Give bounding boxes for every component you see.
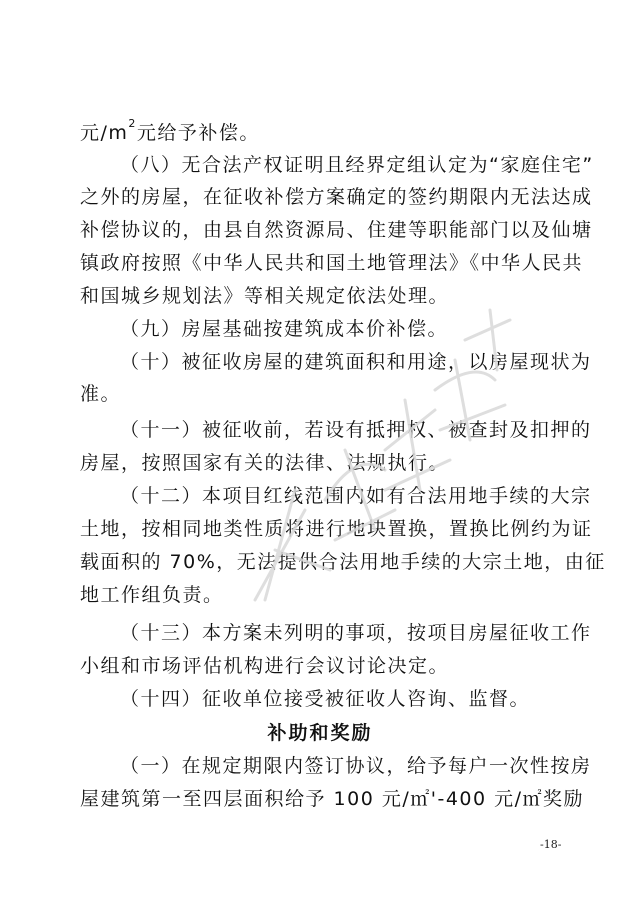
unit-suffix: 元给予补偿。 bbox=[136, 122, 260, 144]
page-number: -18- bbox=[540, 838, 562, 851]
paragraph-line: 房屋，按照国家有关的法律、法规执行。 bbox=[80, 452, 450, 474]
unit-superscript: 2 bbox=[128, 117, 137, 130]
paragraph-line: 之外的房屋，在征收补偿方案确定的签约期限内无法达成 bbox=[80, 186, 593, 208]
paragraph-line: 镇政府按照《中华人民共和国土地管理法》《中华人民共 bbox=[80, 252, 584, 274]
paragraph-line: 和国城乡规划法》等相关规定依法处理。 bbox=[80, 285, 450, 307]
paragraph-line: （十）被征收房屋的建筑面积和用途，以房屋现状为 bbox=[120, 351, 592, 373]
section-heading: 补助和奖励 bbox=[267, 722, 373, 744]
unit-prefix: 元/m bbox=[80, 122, 129, 144]
paragraph-line: （十二）本项目红线范围内如有合法用地手续的大宗 bbox=[120, 485, 592, 507]
paragraph-line: 屋建筑第一至四层面积给予 100 元/㎡'-400 元/㎡奖励 bbox=[80, 788, 585, 810]
paragraph-line bbox=[80, 117, 560, 149]
paragraph-line: 土地，按相同地类性质将进行地块置换，置换比例约为证 bbox=[80, 518, 593, 540]
paragraph-line: （八）无合法产权证明且经界定组认定为“家庭住宅” bbox=[120, 154, 594, 176]
paragraph-line: 地工作组负责。 bbox=[80, 584, 224, 606]
paragraph-line: 准。 bbox=[80, 383, 122, 405]
paragraph-line: （十四）征收单位接受被征收人咨询、监督。 bbox=[120, 688, 531, 710]
paragraph-line: （十一）被征收前，若设有抵押权、被查封及扣押的 bbox=[120, 419, 592, 441]
paragraph-line: 小组和市场评估机构进行会议讨论决定。 bbox=[80, 655, 450, 677]
paragraph-line: （一）在规定期限内签订协议，给予每户一次性按房 bbox=[120, 755, 592, 777]
paragraph-line: （九）房屋基础按建筑成本价补偿。 bbox=[120, 318, 449, 340]
paragraph-line: 载面积的 70%，无法提供合法用地手续的大宗土地，由征 bbox=[80, 551, 606, 573]
paragraph-line: （十三）本方案未列明的事项，按项目房屋征收工作 bbox=[120, 622, 592, 644]
paragraph-line: 补偿协议的，由县自然资源局、住建等职能部门以及仙塘 bbox=[80, 219, 593, 241]
